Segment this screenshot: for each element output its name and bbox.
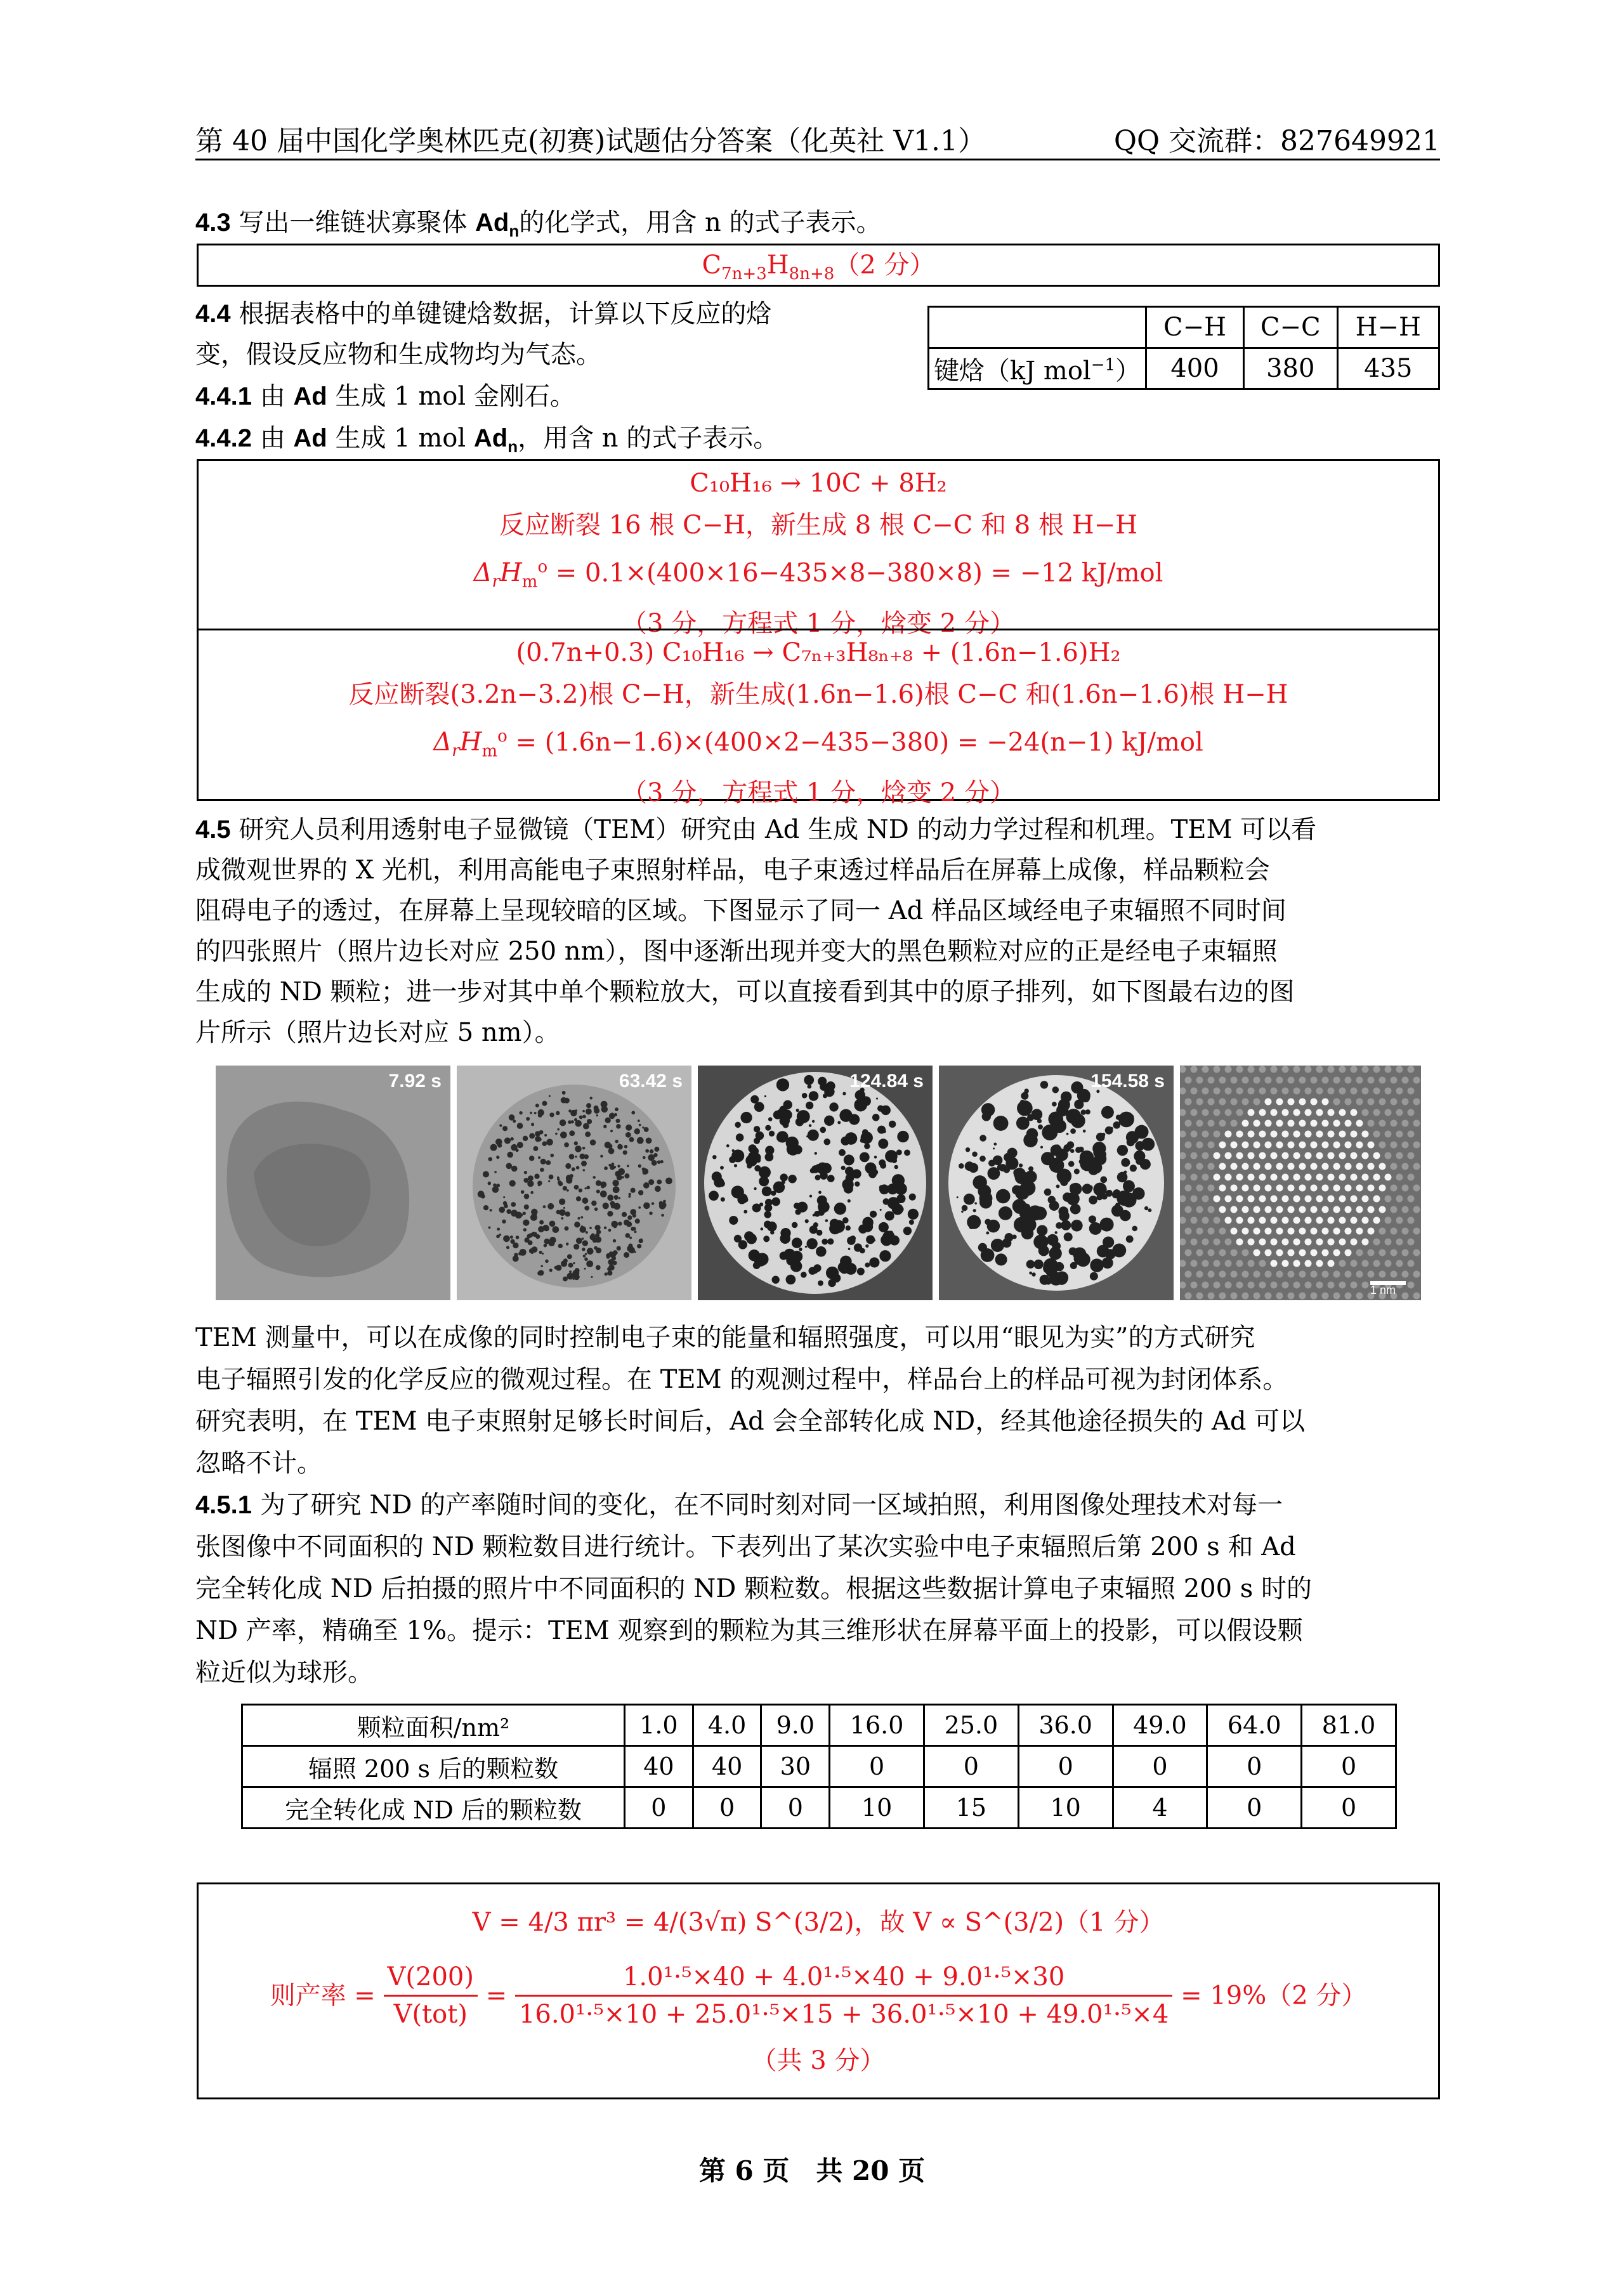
tem-image-5-atomic bbox=[1180, 1066, 1421, 1300]
table-row-label: 颗粒面积/nm² bbox=[242, 1705, 625, 1746]
q442-num: 4.4.2 bbox=[195, 424, 252, 452]
q441-answer-box bbox=[197, 459, 1440, 639]
q45-line: 忽略不计。 bbox=[195, 1449, 322, 1478]
header-right: QQ 交流群：827649921 bbox=[1113, 125, 1440, 157]
table-cell: 435 bbox=[1337, 348, 1439, 389]
q451-paragraph bbox=[195, 1484, 1451, 1693]
q44-num: 4.4 bbox=[195, 300, 231, 328]
table-row-label: 完全转化成 ND 后的颗粒数 bbox=[242, 1787, 625, 1829]
table-header: C−C bbox=[1244, 307, 1338, 348]
volume-formula: V = 4/3 πr³ = 4/(3√π) S^(3/2)，故 V ∝ S^(3/2)（1 分） bbox=[472, 1908, 1165, 1937]
tem-time-label: 7.92 s bbox=[388, 1071, 442, 1092]
q43-answer-hsub: 8n+8 bbox=[789, 264, 835, 284]
yield-result: = 19%（2 分） bbox=[1181, 1981, 1367, 2011]
table-cell: 25.0 bbox=[924, 1705, 1018, 1746]
table-cell: 15 bbox=[924, 1787, 1018, 1829]
table-cell: 16.0 bbox=[830, 1705, 924, 1746]
q441-post: 生成 1 mol 金刚石。 bbox=[335, 382, 575, 411]
yield-fraction-v bbox=[384, 1959, 478, 2032]
ans2-calc-line: $\Delta_rH_m^o = (1.6n-1.6)\times(400\times 2-435-380) = -24(n-1)$ kJ/mol bbox=[433, 727, 1203, 761]
table-cell: 0 bbox=[1302, 1787, 1396, 1829]
bond-enthalpy-table bbox=[927, 306, 1440, 390]
q451-line: 完全转化成 ND 后拍摄的照片中不同面积的 ND 颗粒数。根据这些数据计算电子束辐照 200 s 时的 bbox=[195, 1574, 1313, 1603]
table-cell: 0 bbox=[1018, 1746, 1113, 1787]
particle-count-table bbox=[241, 1704, 1397, 1829]
yield-fraction-values bbox=[515, 1959, 1172, 2032]
ans1-eq: C₁₀H₁₆ → 10C + 8H₂ bbox=[690, 469, 947, 498]
q45-line: 电子辐照引发的化学反应的微观过程。在 TEM 的观测过程中，样品台上的样品可视为封闭体系。 bbox=[195, 1365, 1288, 1394]
ans1-calc-line: $\Delta_rH_m^o = 0.1\times(400\times 16-435\times 8-380\times 8) = -12$ kJ/mol bbox=[473, 558, 1163, 592]
header-rule bbox=[195, 159, 1440, 160]
table-cell: 0 bbox=[1302, 1746, 1396, 1787]
q45-line: 生成的 ND 颗粒；进一步对其中单个颗粒放大，可以直接看到其中的原子排列，如下图最右边的图 bbox=[195, 977, 1295, 1007]
table-cell: 4.0 bbox=[693, 1705, 761, 1746]
q451-answer-box bbox=[197, 1882, 1440, 2099]
q43-bold: Ad bbox=[475, 209, 509, 237]
q442-answer-box bbox=[197, 629, 1440, 808]
table-cell: 30 bbox=[761, 1746, 830, 1787]
q44-line1-text: 根据表格中的单键键焓数据，计算以下反应的焓 bbox=[239, 299, 772, 329]
q45-line: 的四张照片（照片边长对应 250 nm），图中逐渐出现并变大的黑色颗粒对应的正是经电子束辐照 bbox=[195, 937, 1278, 966]
table-cell: 0 bbox=[924, 1746, 1018, 1787]
q44-line2: 变，假设反应物和生成物均为气态。 bbox=[195, 340, 601, 369]
q45-line: 研究人员利用透射电子显微镜（TEM）研究由 Ad 生成 ND 的动力学过程和机理。TEM 可以看 bbox=[239, 815, 1317, 844]
q43-answer-h: H bbox=[766, 251, 789, 280]
ans2-calc: = (1.6n−1.6)×(400×2−435−380) = −24(n−1) kJ/mol bbox=[507, 727, 1203, 757]
table-cell: 10 bbox=[830, 1787, 924, 1829]
tem-image-2 bbox=[457, 1066, 691, 1300]
table-cell: 1.0 bbox=[625, 1705, 693, 1746]
table-cell: 0 bbox=[830, 1746, 924, 1787]
header-left: 第 40 届中国化学奥林匹克(初赛)试题估分答案（化英社 V1.1） bbox=[195, 125, 986, 157]
table-cell: 0 bbox=[1207, 1787, 1302, 1829]
table-row-label: 键焓（kJ mol$^{-1}$） bbox=[929, 348, 1146, 389]
ans1-score: （3 分，方程式 1 分，焓变 2 分） bbox=[622, 609, 1015, 639]
tem-image-3 bbox=[698, 1066, 933, 1300]
tem-time-label: 124.84 s bbox=[849, 1071, 924, 1092]
q441-pre: 由 bbox=[259, 382, 285, 411]
q441-num: 4.4.1 bbox=[195, 382, 252, 410]
table-cell: 0 bbox=[693, 1787, 761, 1829]
q442-post: ，用含 n 的式子表示。 bbox=[518, 424, 779, 453]
table-row bbox=[929, 307, 1439, 348]
scale-bar-label: 1 nm bbox=[1370, 1284, 1396, 1296]
q44-line1 bbox=[195, 293, 771, 335]
q43-post: 的化学式，用含 n 的式子表示。 bbox=[519, 208, 882, 237]
q45-num: 4.5 bbox=[195, 816, 231, 844]
q43-answer-csub: 7n+3 bbox=[721, 264, 767, 284]
v200: V(200) bbox=[384, 1959, 478, 1997]
tem-time-label: 154.58 s bbox=[1090, 1071, 1165, 1092]
table-cell: 36.0 bbox=[1018, 1705, 1113, 1746]
page-footer: 第 6 页 共 20 页 bbox=[698, 2155, 926, 2186]
q45-line: 阻碍电子的透过，在屏幕上呈现较暗的区域。下图显示了同一 Ad 样品区域经电子束辐照不同时间 bbox=[195, 896, 1287, 925]
table-header: C−H bbox=[1146, 307, 1244, 348]
q45-line: TEM 测量中，可以在成像的同时控制电子束的能量和辐照强度，可以用“眼见为实”的方式研究 bbox=[195, 1323, 1255, 1352]
table-row bbox=[929, 348, 1439, 389]
table-header: H−H bbox=[1337, 307, 1439, 348]
q451-num: 4.5.1 bbox=[195, 1491, 252, 1519]
q45-line: 成微观世界的 X 光机，利用高能电子束照射样品，电子束透过样品后在屏幕上成像，样品颗粒会 bbox=[195, 856, 1270, 885]
table-cell: 49.0 bbox=[1113, 1705, 1207, 1746]
tem-image-1 bbox=[216, 1066, 450, 1300]
total-score: （共 3 分） bbox=[751, 2046, 886, 2075]
tem-image-4 bbox=[939, 1066, 1174, 1300]
table-row bbox=[242, 1705, 1396, 1746]
ans1-calc: = 0.1×(400×16−435×8−380×8) = −12 kJ/mol bbox=[547, 558, 1163, 588]
q451-line: 粒近似为球形。 bbox=[195, 1658, 373, 1687]
table-cell: 0 bbox=[625, 1787, 693, 1829]
table-row-label: 辐照 200 s 后的颗粒数 bbox=[242, 1746, 625, 1787]
tem-time-label: 63.42 s bbox=[619, 1071, 683, 1092]
yield-label: 则产率 = bbox=[270, 1981, 376, 2011]
yield-numerator: 1.0¹·⁵×40 + 4.0¹·⁵×40 + 9.0¹·⁵×30 bbox=[515, 1959, 1172, 1997]
q442-sub: n bbox=[508, 437, 518, 456]
table-cell: 0 bbox=[761, 1787, 830, 1829]
q442-pre: 由 bbox=[259, 424, 285, 453]
ans2-eq: (0.7n+0.3) C₁₀H₁₆ → C₇ₙ₊₃H₈ₙ₊₈ + (1.6n−1.6)H₂ bbox=[516, 638, 1121, 667]
q451-line: 张图像中不同面积的 ND 颗粒数目进行统计。下表列出了某次实验中电子束辐照后第 200 s 和 Ad bbox=[195, 1532, 1296, 1562]
table-cell: 0 bbox=[1207, 1746, 1302, 1787]
q442-bold: Ad bbox=[293, 424, 327, 452]
table-cell: 40 bbox=[693, 1746, 761, 1787]
q442-mid: 生成 1 mol bbox=[335, 424, 466, 453]
table-cell: 10 bbox=[1018, 1787, 1113, 1829]
q45-paragraph-2 bbox=[195, 1317, 1451, 1484]
q441 bbox=[195, 375, 575, 417]
table-cell: 64.0 bbox=[1207, 1705, 1302, 1746]
yield-denominator: 16.0¹·⁵×10 + 25.0¹·⁵×15 + 36.0¹·⁵×10 + 49.0¹·⁵×4 bbox=[518, 2000, 1169, 2029]
table-cell: 380 bbox=[1244, 348, 1338, 389]
ans2-text: 反应断裂(3.2n−3.2)根 C−H，新生成(1.6n−1.6)根 C−C 和(1.6n−1.6)根 H−H bbox=[348, 680, 1288, 709]
q441-bold: Ad bbox=[293, 382, 327, 410]
q43-answer-box bbox=[197, 244, 1440, 287]
q45-paragraph bbox=[195, 809, 1451, 1053]
q43-answer-score: （2 分） bbox=[834, 251, 935, 280]
q442-bold2: Ad bbox=[473, 424, 508, 452]
table-row bbox=[242, 1787, 1396, 1829]
q451-line: 为了研究 ND 的产率随时间的变化，在不同时刻对同一区域拍照，利用图像处理技术对每一 bbox=[259, 1490, 1283, 1520]
ans1-text: 反应断裂 16 根 C−H，新生成 8 根 C−C 和 8 根 H−H bbox=[499, 511, 1137, 540]
q43-num: 4.3 bbox=[195, 209, 231, 237]
table-cell: 81.0 bbox=[1302, 1705, 1396, 1746]
table-cell: 40 bbox=[625, 1746, 693, 1787]
q43-answer-c: C bbox=[702, 251, 722, 280]
q45-line: 研究表明，在 TEM 电子束照射足够长时间后，Ad 会全部转化成 ND，经其他途径损失的 Ad 可以 bbox=[195, 1407, 1306, 1436]
q451-line: ND 产率，精确至 1%。提示：TEM 观察到的颗粒为其三维形状在屏幕平面上的投影，可以假设颗 bbox=[195, 1616, 1303, 1645]
table-cell: 9.0 bbox=[761, 1705, 830, 1746]
ans2-score: （3 分，方程式 1 分，焓变 2 分） bbox=[622, 778, 1015, 808]
table-cell: 400 bbox=[1146, 348, 1244, 389]
q43-pre: 写出一维链状寡聚体 bbox=[239, 208, 468, 237]
vtot: V(tot) bbox=[393, 2000, 468, 2029]
yield-formula: 则产率 = $\frac{V(200)}{\text{V(tot)}}$ = $\frac{\text{1.0¹·⁵×40 + 4.0¹·⁵×40 + 9.0¹·⁵×30}}{\text{16.0¹·⁵×10 + 25.0¹·⁵×15 + 36.0¹·⁵×10 + 49.0¹·⁵×4}}$ = 19%（2 分） bbox=[199, 1959, 1438, 2032]
table-cell: 4 bbox=[1113, 1787, 1207, 1829]
table-cell: 0 bbox=[1113, 1746, 1207, 1787]
table-row bbox=[242, 1746, 1396, 1787]
q45-line: 片所示（照片边长对应 5 nm）。 bbox=[195, 1018, 560, 1047]
q43-sub: n bbox=[509, 221, 520, 240]
